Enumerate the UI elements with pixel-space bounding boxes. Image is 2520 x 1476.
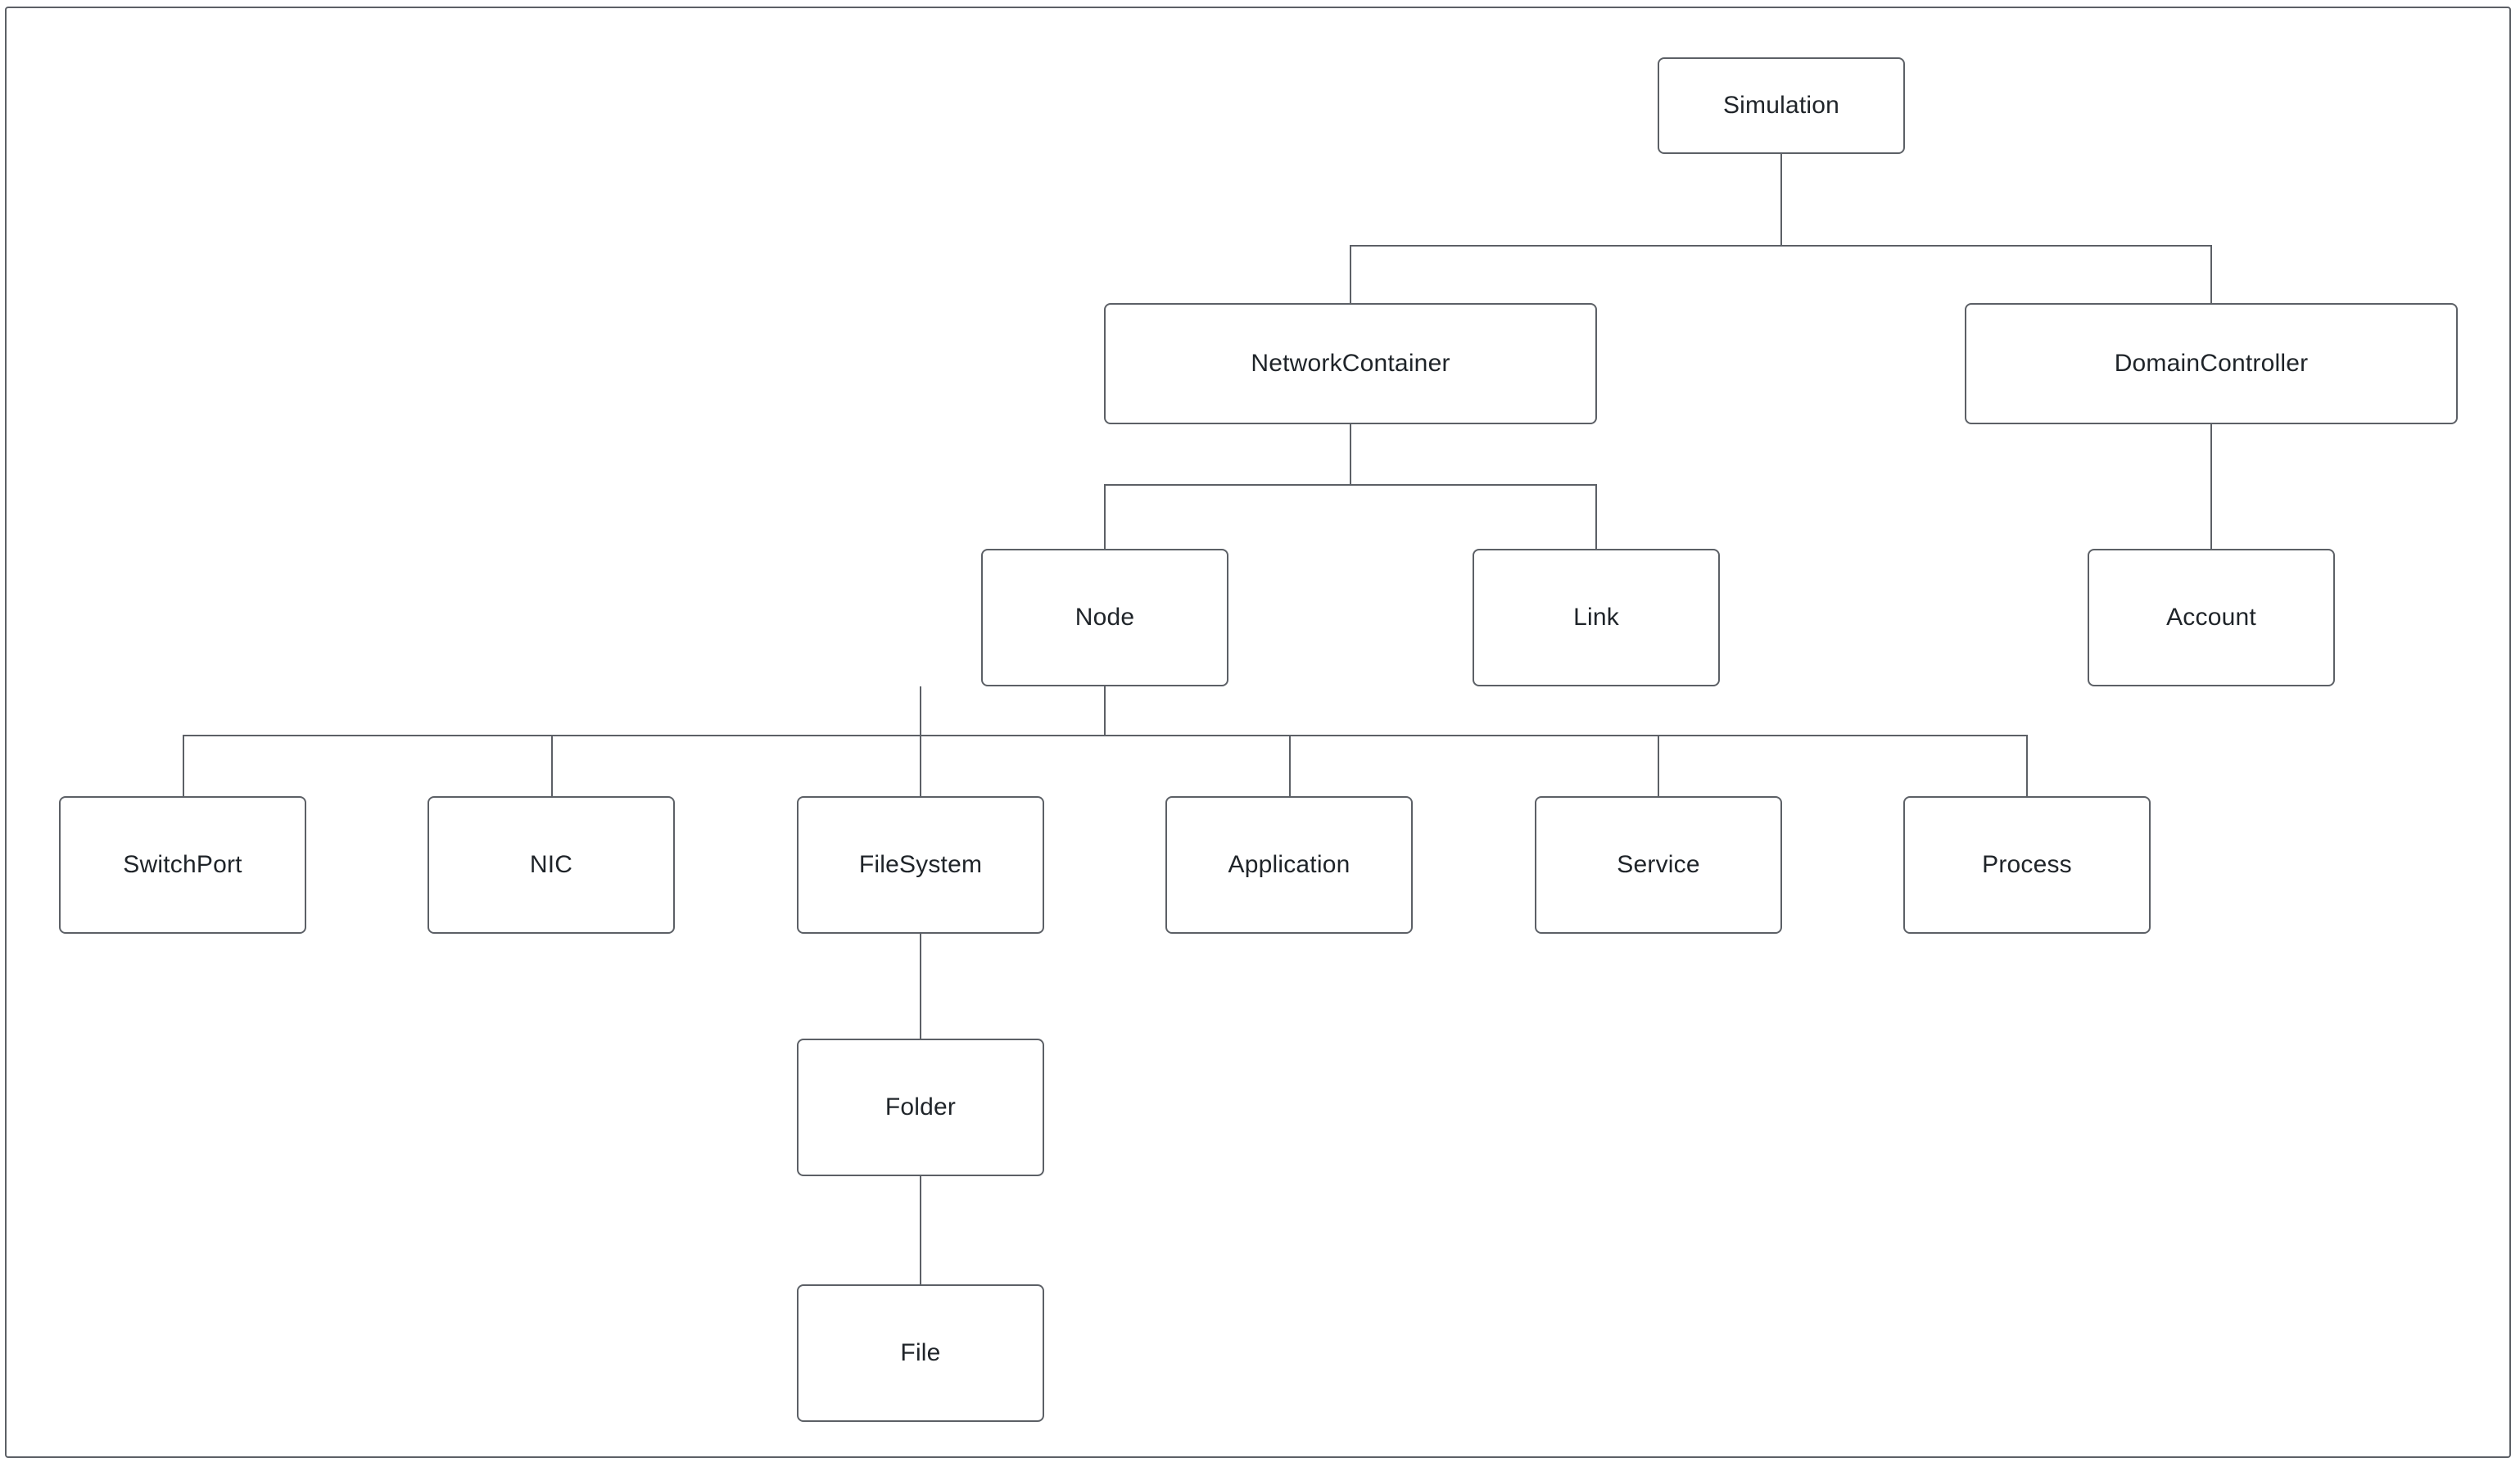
node-account[interactable]: Account [2088, 549, 2335, 686]
node-simulation[interactable]: Simulation [1658, 57, 1905, 154]
node-application[interactable]: Application [1165, 796, 1413, 934]
diagram-frame [5, 7, 2511, 1458]
node-switchport[interactable]: SwitchPort [59, 796, 306, 934]
node-network-container[interactable]: NetworkContainer [1104, 303, 1597, 424]
node-filesystem[interactable]: FileSystem [797, 796, 1044, 934]
node-folder[interactable]: Folder [797, 1039, 1044, 1176]
node-domain-controller[interactable]: DomainController [1965, 303, 2458, 424]
node-link[interactable]: Link [1473, 549, 1720, 686]
node-process[interactable]: Process [1903, 796, 2151, 934]
node-service[interactable]: Service [1535, 796, 1782, 934]
node-nic[interactable]: NIC [428, 796, 675, 934]
node-node[interactable]: Node [981, 549, 1228, 686]
node-file[interactable]: File [797, 1284, 1044, 1422]
